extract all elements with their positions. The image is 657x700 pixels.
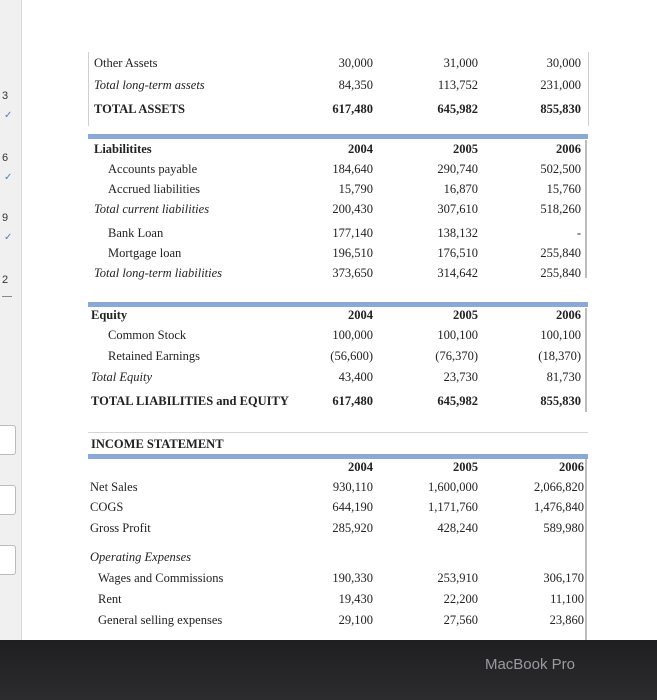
row-label: Accrued liabilities bbox=[108, 182, 200, 196]
value-2005: 138,132 bbox=[437, 226, 478, 240]
value-2006: 30,000 bbox=[546, 56, 581, 70]
value-2004: 184,640 bbox=[332, 162, 373, 176]
row-label: COGS bbox=[90, 500, 124, 514]
table-row bbox=[88, 613, 588, 632]
row-label: Net Sales bbox=[90, 480, 138, 494]
value-2006: - bbox=[576, 226, 581, 240]
value-2006: 255,840 bbox=[540, 266, 581, 280]
check-icon: ✓ bbox=[4, 110, 13, 121]
check-icon: ✓ bbox=[4, 232, 13, 243]
value-2006: 1,476,840 bbox=[534, 500, 584, 514]
laptop-bezel bbox=[0, 640, 657, 700]
row-label: Mortgage loan bbox=[108, 246, 182, 260]
value-2005: 16,870 bbox=[443, 182, 478, 196]
question-number: 2 bbox=[2, 274, 9, 286]
dash-icon bbox=[2, 296, 12, 297]
value-2005: 100,100 bbox=[437, 328, 478, 342]
year-header: 2004 bbox=[348, 308, 373, 322]
grid-line bbox=[88, 432, 588, 433]
value-2006: 11,100 bbox=[550, 592, 584, 606]
row-label: Total long-term assets bbox=[94, 78, 205, 92]
value-2005: 31,000 bbox=[443, 56, 478, 70]
row-label: Bank Loan bbox=[108, 226, 164, 240]
left-question-strip bbox=[0, 0, 22, 640]
value-2004: 285,920 bbox=[332, 521, 373, 535]
question-tab[interactable] bbox=[0, 545, 16, 575]
year-header: 2005 bbox=[453, 142, 478, 156]
value-2005: 314,642 bbox=[437, 266, 478, 280]
question-number: 6 bbox=[2, 152, 9, 164]
value-2006: 855,830 bbox=[540, 394, 581, 408]
value-2004: 29,100 bbox=[338, 613, 373, 627]
value-2004: 373,650 bbox=[332, 266, 373, 280]
value-2004: 200,430 bbox=[332, 202, 373, 216]
table-row bbox=[88, 202, 588, 221]
table-row bbox=[88, 394, 588, 413]
question-number: 9 bbox=[2, 212, 9, 224]
table-row bbox=[88, 266, 588, 285]
subheader-row bbox=[88, 550, 588, 569]
header-row bbox=[88, 460, 588, 479]
value-2004: (56,600) bbox=[330, 349, 373, 363]
value-2006: (18,370) bbox=[538, 349, 581, 363]
section-header-bar bbox=[88, 134, 588, 139]
row-label: Other Assets bbox=[94, 56, 158, 70]
value-2005: 428,240 bbox=[437, 521, 478, 535]
row-label: General selling expenses bbox=[98, 613, 223, 627]
table-row bbox=[88, 162, 588, 181]
year-header: 2005 bbox=[453, 308, 478, 322]
section-title: Liabilitites bbox=[94, 142, 152, 156]
value-2006: 231,000 bbox=[540, 78, 581, 92]
row-label: Accounts payable bbox=[108, 162, 198, 176]
value-2006: 518,260 bbox=[540, 202, 581, 216]
section-header-bar bbox=[88, 454, 588, 459]
value-2006: 15,760 bbox=[546, 182, 581, 196]
value-2006: 2,066,820 bbox=[534, 480, 584, 494]
value-2004: 190,330 bbox=[332, 571, 373, 585]
table-row bbox=[88, 370, 588, 389]
question-tab[interactable] bbox=[0, 425, 16, 455]
value-2004: 43,400 bbox=[338, 370, 373, 384]
value-2005: 253,910 bbox=[437, 571, 478, 585]
section-title: Equity bbox=[91, 308, 128, 322]
value-2004: 84,350 bbox=[338, 78, 373, 92]
value-2004: 100,000 bbox=[332, 328, 373, 342]
header-row bbox=[88, 142, 588, 161]
value-2004: 30,000 bbox=[338, 56, 373, 70]
value-2005: 22,200 bbox=[443, 592, 478, 606]
section-header-bar bbox=[88, 302, 588, 307]
year-header: 2006 bbox=[556, 308, 581, 322]
value-2006: 306,170 bbox=[543, 571, 584, 585]
table-row bbox=[88, 521, 588, 540]
row-label: Rent bbox=[98, 592, 122, 606]
value-2005: 113,752 bbox=[437, 78, 478, 92]
table-row bbox=[88, 328, 588, 347]
value-2005: 176,510 bbox=[437, 246, 478, 260]
grid-line bbox=[588, 52, 589, 126]
value-2005: (76,370) bbox=[435, 349, 478, 363]
table-row bbox=[88, 500, 588, 519]
value-2005: 645,982 bbox=[437, 394, 478, 408]
table-row bbox=[88, 571, 588, 590]
value-2005: 1,600,000 bbox=[428, 480, 478, 494]
row-label: TOTAL LIABILITIES and EQUITY bbox=[91, 394, 289, 408]
row-label: Gross Profit bbox=[90, 521, 151, 535]
row-label: Total Equity bbox=[91, 370, 153, 384]
value-2005: 290,740 bbox=[437, 162, 478, 176]
table-row bbox=[88, 102, 588, 121]
table-row bbox=[88, 349, 588, 368]
year-header: 2006 bbox=[556, 142, 581, 156]
value-2004: 930,110 bbox=[332, 480, 373, 494]
value-2005: 27,560 bbox=[443, 613, 478, 627]
subsection-title: Operating Expenses bbox=[90, 550, 192, 564]
value-2004: 617,480 bbox=[332, 394, 373, 408]
table-row bbox=[88, 56, 588, 75]
value-2005: 307,610 bbox=[437, 202, 478, 216]
table-row bbox=[88, 246, 588, 265]
year-header: 2004 bbox=[348, 460, 373, 474]
year-header: 2004 bbox=[348, 142, 373, 156]
check-icon: ✓ bbox=[4, 172, 13, 183]
value-2005: 23,730 bbox=[443, 370, 478, 384]
value-2006: 81,730 bbox=[546, 370, 581, 384]
value-2004: 196,510 bbox=[332, 246, 373, 260]
row-label: Retained Earnings bbox=[108, 349, 200, 363]
value-2004: 617,480 bbox=[332, 102, 373, 116]
section-title: INCOME STATEMENT bbox=[91, 437, 224, 451]
question-tab[interactable] bbox=[0, 485, 16, 515]
value-2004: 19,430 bbox=[338, 592, 373, 606]
value-2006: 502,500 bbox=[540, 162, 581, 176]
value-2006: 589,980 bbox=[543, 521, 584, 535]
year-header: 2005 bbox=[453, 460, 478, 474]
table-row bbox=[88, 226, 588, 245]
value-2004: 177,140 bbox=[332, 226, 373, 240]
value-2005: 645,982 bbox=[437, 102, 478, 116]
header-row bbox=[88, 308, 588, 327]
question-number: 3 bbox=[2, 90, 9, 102]
brand-label: MacBook Pro bbox=[484, 656, 575, 673]
value-2006: 100,100 bbox=[540, 328, 581, 342]
row-label: Wages and Commissions bbox=[98, 571, 224, 585]
value-2004: 15,790 bbox=[338, 182, 373, 196]
table-row bbox=[88, 78, 588, 97]
table-row bbox=[88, 592, 588, 611]
table-row bbox=[88, 182, 588, 201]
year-header: 2006 bbox=[559, 460, 584, 474]
value-2006: 255,840 bbox=[540, 246, 581, 260]
value-2004: 644,190 bbox=[332, 500, 373, 514]
row-label: Common Stock bbox=[108, 328, 187, 342]
row-label: Total long-term liabilities bbox=[94, 266, 223, 280]
row-label: Total current liabilities bbox=[94, 202, 210, 216]
value-2006: 855,830 bbox=[540, 102, 581, 116]
row-label: TOTAL ASSETS bbox=[94, 102, 185, 116]
value-2006: 23,860 bbox=[549, 613, 584, 627]
value-2005: 1,171,760 bbox=[428, 500, 478, 514]
table-row bbox=[88, 480, 588, 499]
